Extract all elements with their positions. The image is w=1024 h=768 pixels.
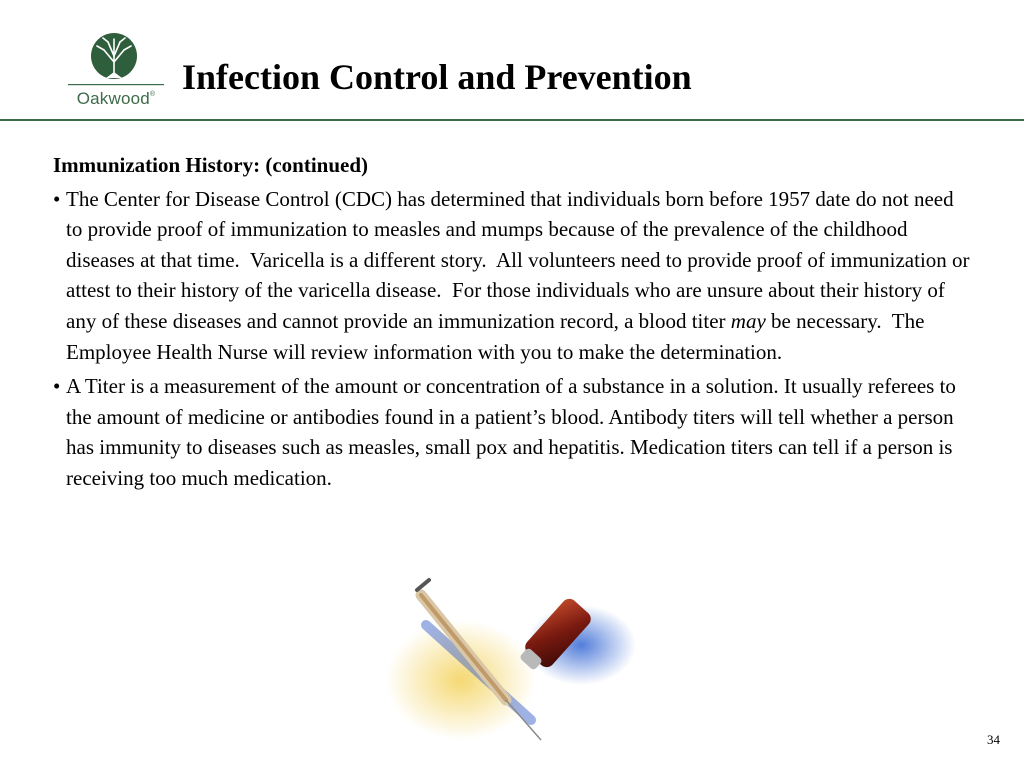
emphasis-text: may (730, 308, 766, 333)
section-subheading: Immunization History: (continued) (53, 153, 368, 177)
bullet-text: A Titer is a measurement of the amount or concentration of a substance in a solution. It usually referees to the amount of medicine or antibodies found in a patient’s blood. Antibody titers will tell whether a person has immunity to diseases such as measles, small pox and hepatitis. Medication titers can tell if a person is receiving too much medication. (66, 374, 956, 490)
header-divider (0, 119, 1024, 121)
syringe-vial-illustration (381, 570, 644, 760)
oakwood-logo (66, 32, 166, 112)
bullet-text-part: be necessary. The Employee Health Nurse will review information with you to make the determination. (66, 308, 930, 364)
page-title: Infection Control and Prevention (182, 57, 692, 97)
oak-tree-icon (66, 32, 166, 88)
bullet-marker: • (53, 374, 61, 399)
bullet-text-part: The Center for Disease Control (CDC) has determined that individuals born before 1957 date do not need to provide proof of immunization to measles and mumps because of the prevalence of the childhood diseases at that time. Varicella is a different story. All volunteers need to provide proof of immunization or attest to their history of the varicella disease. For those individuals who are unsure about their history of any of these diseases and cannot provide an immunization record, a blood titer (66, 186, 975, 333)
bullet-item (53, 371, 973, 493)
logo-wordmark: Oakwood (76, 89, 150, 108)
page-number: 34 (987, 732, 1000, 747)
bullet-item (53, 184, 973, 368)
registered-mark: ® (149, 91, 156, 98)
bullet-text (66, 184, 973, 368)
bullet-marker: • (53, 186, 61, 211)
slide-body (53, 150, 973, 498)
